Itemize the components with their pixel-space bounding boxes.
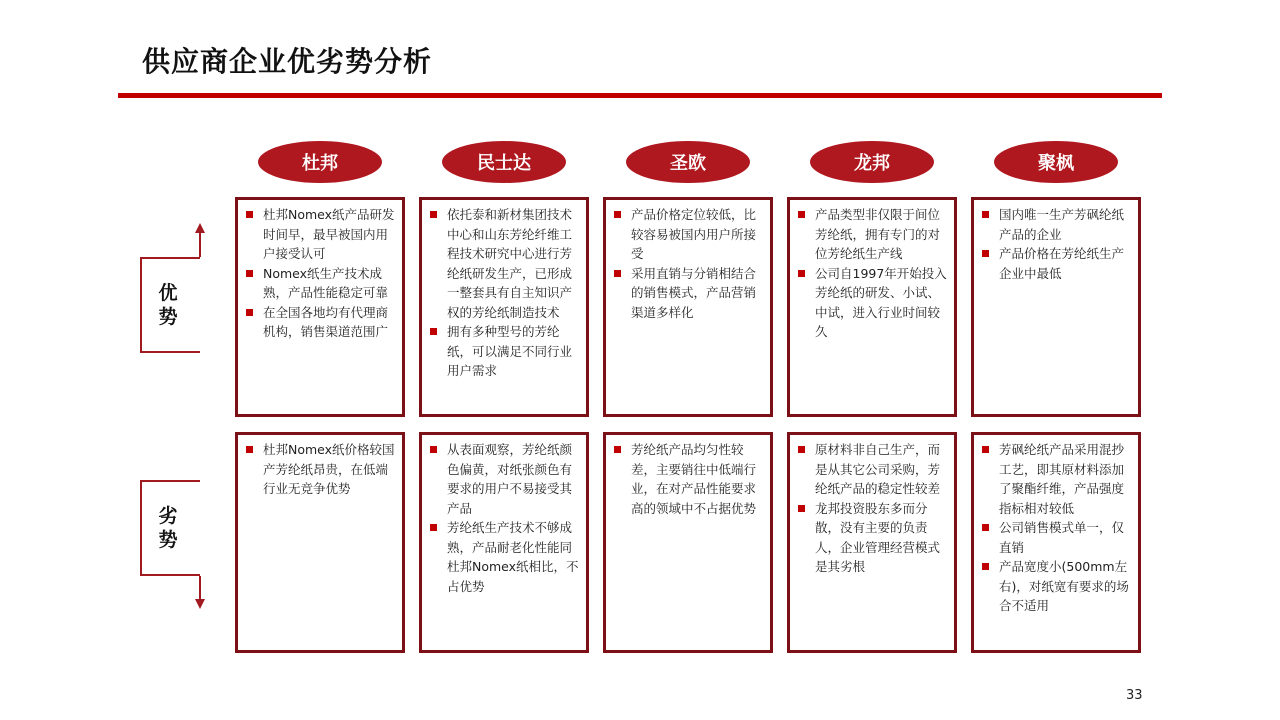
advantage-text: 采用直销与分销相结合的销售模式，产品营销渠道多样化 bbox=[631, 265, 757, 320]
bullet-icon bbox=[246, 211, 253, 218]
disadvantage-item bbox=[980, 557, 1132, 616]
advantage-box bbox=[787, 197, 957, 417]
advantage-label bbox=[140, 281, 196, 329]
advantage-list bbox=[428, 205, 580, 381]
disadvantage-item bbox=[612, 440, 764, 518]
disadvantage-item bbox=[796, 440, 948, 499]
disadvantage-text: 产品宽度小(500mm左右)，对纸宽有要求的场合不适用 bbox=[999, 559, 1129, 613]
disadvantage-list bbox=[796, 440, 948, 577]
advantage-box bbox=[419, 197, 589, 417]
bullet-icon bbox=[430, 446, 437, 453]
advantage-item bbox=[796, 205, 948, 264]
disadvantage-text: 芳纶纸产品均匀性较差，主要销往中低端行业，在对产品性能要求高的领域中不占据优势 bbox=[631, 442, 757, 516]
bullet-icon bbox=[614, 270, 621, 277]
bullet-icon bbox=[246, 446, 253, 453]
disadvantage-text: 原材料非自己生产，而是从其它公司采购，芳纶纸产品的稳定性较差 bbox=[815, 442, 941, 496]
disadvantage-box bbox=[787, 432, 957, 653]
advantage-item bbox=[428, 322, 580, 381]
disadvantage-box bbox=[235, 432, 405, 653]
advantage-item bbox=[244, 205, 396, 264]
advantage-box bbox=[603, 197, 773, 417]
bullet-icon bbox=[982, 563, 989, 570]
bullet-icon bbox=[430, 328, 437, 335]
bullet-icon bbox=[430, 524, 437, 531]
arrow-down-icon bbox=[195, 599, 205, 609]
disadvantage-label-char-1: 劣 bbox=[158, 505, 178, 527]
bullet-icon bbox=[614, 446, 621, 453]
supplier-name-pill: 圣欧 bbox=[626, 141, 750, 183]
advantage-text: 公司自1997年开始投入芳纶纸的研发、小试、中试，进入行业时间较久 bbox=[815, 265, 947, 339]
supplier-name-pill: 龙邦 bbox=[810, 141, 934, 183]
page-title: 供应商企业优劣势分析 bbox=[142, 45, 433, 78]
disadvantage-box bbox=[419, 432, 589, 653]
advantage-text: 拥有多种型号的芳纶纸，可以满足不同行业用户需求 bbox=[447, 324, 573, 378]
bullet-icon bbox=[798, 270, 805, 277]
advantage-text: 产品价格定位较低，比较容易被国内用户所接受 bbox=[631, 207, 757, 261]
disadvantage-item bbox=[980, 440, 1132, 518]
disadvantage-item bbox=[980, 518, 1132, 557]
disadvantage-list bbox=[428, 440, 580, 596]
bullet-icon bbox=[798, 211, 805, 218]
disadvantage-item bbox=[428, 440, 580, 518]
advantage-label-char-1: 优 bbox=[158, 282, 178, 304]
disadvantage-text: 芳砜纶纸产品采用混抄工艺，即其原材料添加了聚酯纤维，产品强度指标相对较低 bbox=[999, 442, 1125, 516]
advantage-label-char-2: 势 bbox=[158, 306, 178, 328]
disadvantage-text: 芳纶纸生产技术不够成熟，产品耐老化性能同杜邦Nomex纸相比，不占优势 bbox=[447, 520, 579, 594]
disadvantage-box bbox=[603, 432, 773, 653]
disadvantage-box bbox=[971, 432, 1141, 653]
disadvantage-list bbox=[612, 440, 764, 518]
disadvantage-label-char-2: 势 bbox=[158, 529, 178, 551]
supplier-name-pill: 民士达 bbox=[442, 141, 566, 183]
advantage-text: 产品价格在芳纶纸生产企业中最低 bbox=[999, 246, 1125, 281]
page-number: 33 bbox=[1126, 688, 1143, 703]
disadvantage-label bbox=[140, 504, 196, 552]
advantage-box bbox=[235, 197, 405, 417]
bullet-icon bbox=[798, 446, 805, 453]
advantage-list bbox=[796, 205, 948, 342]
advantage-list bbox=[980, 205, 1132, 283]
advantage-arrow-line bbox=[199, 231, 201, 257]
disadvantage-item bbox=[796, 499, 948, 577]
advantage-text: 国内唯一生产芳砜纶纸产品的企业 bbox=[999, 207, 1125, 242]
bullet-icon bbox=[246, 270, 253, 277]
advantage-item bbox=[980, 244, 1132, 283]
disadvantage-list bbox=[980, 440, 1132, 616]
disadvantage-text: 从表面观察，芳纶纸颜色偏黄，对纸张颜色有要求的用户不易接受其产品 bbox=[447, 442, 573, 516]
advantage-item bbox=[796, 264, 948, 342]
disadvantage-arrow-line bbox=[199, 576, 201, 600]
bullet-icon bbox=[982, 250, 989, 257]
advantage-list bbox=[244, 205, 396, 342]
supplier-name-pill: 聚枫 bbox=[994, 141, 1118, 183]
disadvantage-text: 龙邦投资股东多而分散，没有主要的负责人，企业管理经营模式是其劣根 bbox=[815, 500, 941, 574]
advantage-box bbox=[971, 197, 1141, 417]
disadvantage-text: 公司销售模式单一，仅直销 bbox=[999, 520, 1125, 555]
disadvantage-item bbox=[244, 440, 396, 499]
advantage-text: Nomex纸生产技术成熟，产品性能稳定可靠 bbox=[263, 265, 389, 300]
advantage-text: 在全国各地均有代理商机构，销售渠道范围广 bbox=[263, 304, 389, 339]
bullet-icon bbox=[430, 211, 437, 218]
advantage-text: 产品类型非仅限于间位芳纶纸，拥有专门的对位芳纶纸生产线 bbox=[815, 207, 941, 261]
bullet-icon bbox=[246, 309, 253, 316]
advantage-list bbox=[612, 205, 764, 322]
bullet-icon bbox=[798, 505, 805, 512]
bullet-icon bbox=[982, 446, 989, 453]
advantage-text: 杜邦Nomex纸产品研发时间早，最早被国内用户接受认可 bbox=[263, 207, 395, 261]
advantage-item bbox=[980, 205, 1132, 244]
bullet-icon bbox=[982, 524, 989, 531]
disadvantage-list bbox=[244, 440, 396, 499]
bullet-icon bbox=[982, 211, 989, 218]
advantage-item bbox=[612, 205, 764, 264]
advantage-item bbox=[612, 264, 764, 323]
disadvantage-item bbox=[428, 518, 580, 596]
supplier-name-pill: 杜邦 bbox=[258, 141, 382, 183]
advantage-text: 依托泰和新材集团技术中心和山东芳纶纤维工程技术研究中心进行芳纶纸研发生产，已形成一整套具有自主知识产权的芳纶纸制造技术 bbox=[447, 207, 573, 320]
advantage-item bbox=[244, 303, 396, 342]
advantage-item bbox=[428, 205, 580, 322]
advantage-item bbox=[244, 264, 396, 303]
disadvantage-text: 杜邦Nomex纸价格较国产芳纶纸昂贵，在低端行业无竞争优势 bbox=[263, 442, 395, 496]
title-divider bbox=[118, 93, 1162, 98]
bullet-icon bbox=[614, 211, 621, 218]
